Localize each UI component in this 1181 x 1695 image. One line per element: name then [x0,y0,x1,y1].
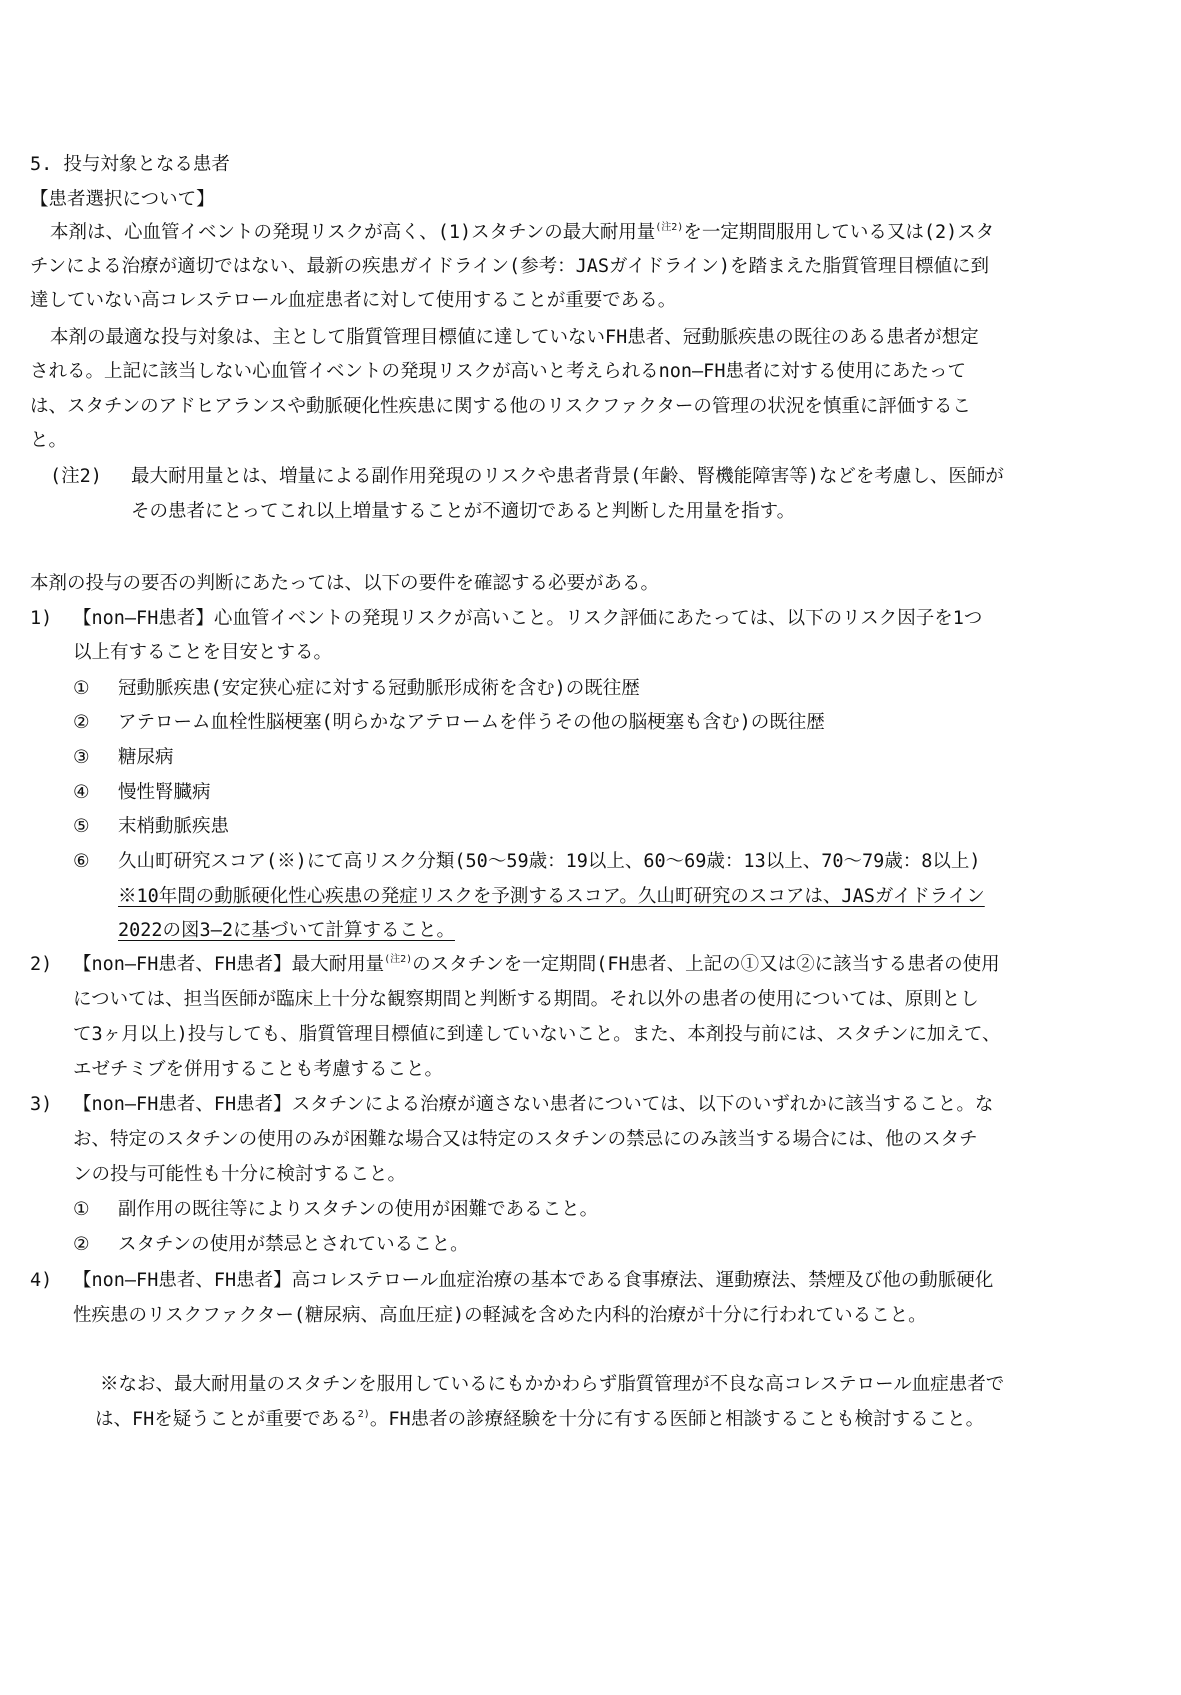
closing-line1: ※なお、最大耐用量のスタチンを服用しているにもかかわらず脂質管理が不良な高コレステロール血症患者で [100,1374,1005,1395]
closing-line2-b: 。FH患者の診療経験を十分に有する医師と相談することも検討すること。 [369,1409,985,1430]
req4-line1: 【non―FH患者、FH患者】高コレステロール血症治療の基本である食事療法、運動療法、禁煙及び他の動脈硬化 [73,1270,994,1291]
para1-line2: チンによる治療が適切ではない、最新の疾患ガイドライン(参考：JASガイドライン)を踏まえた脂質管理目標値に到 [30,256,990,277]
req1-number: 1) [30,608,53,629]
para1-line1-a: 本剤は、心血管イベントの発現リスクが高く、(1)スタチンの最大耐用量 [50,222,656,243]
note2-label: (注2) [50,466,102,487]
note2-line1: 最大耐用量とは、増量による副作用発現のリスクや患者背景(年齢、腎機能障害等)などを考慮し、医師が [131,466,1004,487]
req3-item-mark: ① [73,1199,90,1220]
para1-line1 [50,218,994,248]
req2-line1-a: 【non―FH患者、FH患者】最大耐用量 [73,954,385,975]
closing-line2 [95,1405,984,1435]
risk-factor-mark: ① [73,678,90,699]
para1-line3: 達していない高コレステロール血症患者に対して使用することが重要である。 [30,290,677,311]
risk-factor-text: 末梢動脈疾患 [118,816,230,837]
para2-line3: は、スタチンのアドヒアランスや動脈硬化性疾患に関する他のリスクファクターの管理の状況を慎重に評価するこ [30,396,971,417]
para1-line1-b: を一定期間服用している又は(2)スタ [683,222,995,243]
req1-line1: 【non―FH患者】心血管イベントの発現リスクが高いこと。リスク評価にあたっては、以下のリスク因子を1つ [73,608,983,629]
req2-line3: て3ヶ月以上)投与しても、脂質管理目標値に到達していないこと。また、本剤投与前には、スタチンに加えて、 [73,1024,1001,1045]
req2-line1-b: のスタチンを一定期間(FH患者、上記の①又は②に該当する患者の使用 [412,954,1000,975]
risk-factor-text: 慢性腎臓病 [118,782,211,803]
risk-factor-mark: ③ [73,747,90,768]
closing-line2-a: は、FHを疑うことが重要である [95,1409,358,1430]
risk-factor-mark: ⑥ [73,851,90,872]
risk-factor-text: 糖尿病 [118,747,174,768]
req2-number: 2) [30,954,53,975]
note2-line2: その患者にとってこれ以上増量することが不適切であると判断した用量を指す。 [131,501,796,522]
para2-line2: される。上記に該当しない心血管イベントの発現リスクが高いと考えられるnon―FH患者に対する使用にあたって [30,361,966,382]
req2-line2: については、担当医師が臨床上十分な観察期間と判断する期間。それ以外の患者の使用については、原則とし [73,989,979,1010]
req2-line1 [73,950,1000,980]
requirements-intro: 本剤の投与の要否の判断にあたっては、以下の要件を確認する必要がある。 [30,573,660,594]
req1-line2: 以上有することを目安とする。 [73,642,333,663]
req3-line3: ンの投与可能性も十分に検討すること。 [73,1164,407,1185]
req4-number: 4) [30,1270,53,1291]
req3-line1: 【non―FH患者、FH患者】スタチンによる治療が適さない患者については、以下のいずれかに該当すること。な [73,1094,994,1115]
req3-number: 3) [30,1094,53,1115]
score-note-line2: 2022の図3―2に基づいて計算すること。 [118,920,455,941]
reference-sup: 2) [357,1409,370,1420]
req4-line2: 性疾患のリスクファクター(糖尿病、高血圧症)の軽減を含めた内科的治療が十分に行われていること。 [73,1305,927,1326]
score-note-line1: ※10年間の動脈硬化性心疾患の発症リスクを予測するスコア。久山町研究のスコアは、JASガイドライン [118,886,985,907]
para2-line4: と。 [30,430,68,451]
section-title: 5. 投与対象となる患者 [30,154,230,175]
req2-line4: エゼチミブを併用することも考慮すること。 [73,1059,444,1080]
note-ref-sup: (注2) [655,222,684,233]
note-ref-sup: (注2) [384,954,413,965]
risk-factor-text: 久山町研究スコア(※)にて高リスク分類(50～59歳：19以上、60～69歳：13以上、70～79歳：8以上) [118,851,981,872]
req3-item-mark: ② [73,1234,90,1255]
para2-line1: 本剤の最適な投与対象は、主として脂質管理目標値に達していないFH患者、冠動脈疾患の既往のある患者が想定 [50,327,979,348]
risk-factor-text: 冠動脈疾患(安定狭心症に対する冠動脈形成術を含む)の既往歴 [118,678,640,699]
req3-line2: お、特定のスタチンの使用のみが困難な場合又は特定のスタチンの禁忌にのみ該当する場合には、他のスタチ [73,1129,978,1150]
subheading: 【患者選択について】 [30,189,215,210]
req3-item-text: スタチンの使用が禁忌とされていること。 [118,1234,469,1255]
risk-factor-text: アテローム血栓性脳梗塞(明らかなアテロームを伴うその他の脳梗塞も含む)の既往歴 [118,712,825,733]
req3-item-text: 副作用の既往等によりスタチンの使用が困難であること。 [118,1199,599,1220]
risk-factor-mark: ④ [73,782,90,803]
risk-factor-mark: ② [73,712,90,733]
risk-factor-mark: ⑤ [73,816,90,837]
